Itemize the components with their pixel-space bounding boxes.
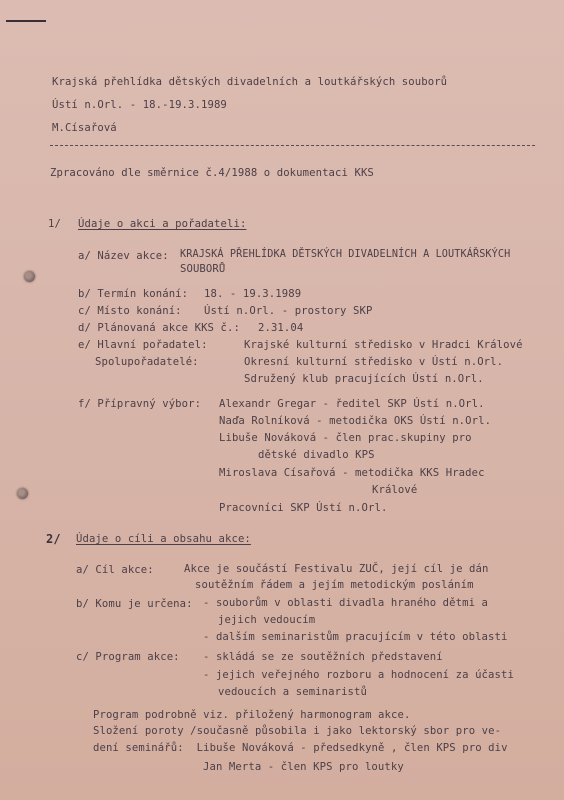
s1-f-label: f/ Přípravný výbor: — [78, 398, 202, 410]
punch-hole-icon — [17, 488, 28, 499]
section2-title: Údaje o cíli a obsahu akce: — [76, 533, 251, 545]
s1-d-label: d/ Plánovaná akce KKS č.: — [78, 322, 240, 334]
s2-a-value-2: soutěžním řádem a jejím metodickým posláním — [195, 579, 474, 591]
s2-b-value-2: jejich vedoucím — [218, 614, 316, 626]
s1-a-value-2: SOUBORŮ — [180, 263, 226, 275]
s1-a-value-1: KRAJSKÁ PŘEHLÍDKA DĚTSKÝCH DIVADELNÍCH A LOUTKÁŘSKÝCH — [180, 249, 511, 260]
s1-a-label: a/ Název akce: — [78, 250, 169, 262]
header-author: M.Císařová — [52, 122, 117, 134]
s1-e-label: e/ Hlavní pořadatel: — [78, 339, 208, 351]
committee-member-cont: Králové — [372, 484, 418, 496]
section1-number: 1/ — [48, 218, 61, 230]
intro-line: Zpracováno dle směrnice č.4/1988 o dokumentaci KKS — [50, 167, 374, 179]
s1-e2-label: Spolupořadatelé: — [95, 356, 199, 368]
committee-member: Pracovníci SKP Ústí n.Orl. — [219, 502, 388, 514]
s2-a-label: a/ Cíl akce: — [76, 564, 154, 576]
committee-member: Alexandr Gregar - ředitel SKP Ústí n.Orl. — [219, 398, 485, 410]
punch-hole-icon — [24, 271, 35, 282]
s1-c-value: Ústí n.Orl. - prostory SKP — [204, 305, 373, 317]
s2-b-value-1: - souborům v oblasti divadla hraného dětmi a — [203, 597, 489, 609]
s2-c-value-3: vedoucích a seminaristů — [218, 686, 367, 698]
s2-c-value-1: - skládá se ze soutěžních představení — [203, 651, 443, 663]
s1-e-value: Krajské kulturní středisko v Hradci Králové — [244, 339, 523, 351]
s1-e2-value-1: Okresní kulturní středisko v Ústí n.Orl. — [244, 356, 504, 368]
top-edge-mark — [6, 20, 46, 22]
s1-b-value: 18. - 19.3.1989 — [204, 288, 302, 300]
s2-note-program: Program podrobně viz. přiložený harmonogram akce. — [93, 709, 411, 721]
s1-d-value: 2.31.04 — [258, 322, 304, 334]
committee-member: Miroslava Císařová - metodička KKS Hradec — [219, 467, 485, 479]
s2-note-jury-2: dení seminářů: Libuše Nováková - předsedkyně , člen KPS pro div — [93, 742, 508, 754]
s2-b-label: b/ Komu je určena: — [76, 598, 193, 610]
s2-note-jury-3: Jan Merta - člen KPS pro loutky — [203, 761, 404, 773]
s2-c-label: c/ Program akce: — [76, 651, 180, 663]
committee-member-cont: dětské divadlo KPS — [258, 449, 375, 461]
section1-title: Údaje o akci a pořadateli: — [78, 218, 247, 230]
s1-c-label: c/ Místo konání: — [78, 305, 182, 317]
header-divider — [50, 145, 535, 146]
committee-member: Libuše Nováková - člen prac.skupiny pro — [219, 432, 472, 444]
section2-number: 2/ — [46, 532, 61, 546]
header-place-date: Ústí n.Orl. - 18.-19.3.1989 — [52, 99, 227, 111]
s2-a-value-1: Akce je součástí Festivalu ZUČ, její cíl je dán — [184, 563, 489, 575]
committee-member: Naďa Rolníková - metodička OKS Ústí n.Orl. — [219, 415, 492, 427]
s2-note-jury-1: Složení poroty /současně působila i jako lektorský sbor pro ve- — [93, 725, 502, 737]
s2-c-value-2: - jejich veřejného rozboru a hodnocení za účasti — [203, 669, 514, 681]
s1-e2-value-2: Sdružený klub pracujících Ústí n.Orl. — [244, 373, 484, 385]
s2-b-value-3: - dalším seminaristům pracujícím v této oblasti — [203, 631, 508, 643]
header-title: Krajská přehlídka dětských divadelních a loutkářských souborů — [52, 76, 448, 88]
s1-b-label: b/ Termín konání: — [78, 288, 189, 300]
